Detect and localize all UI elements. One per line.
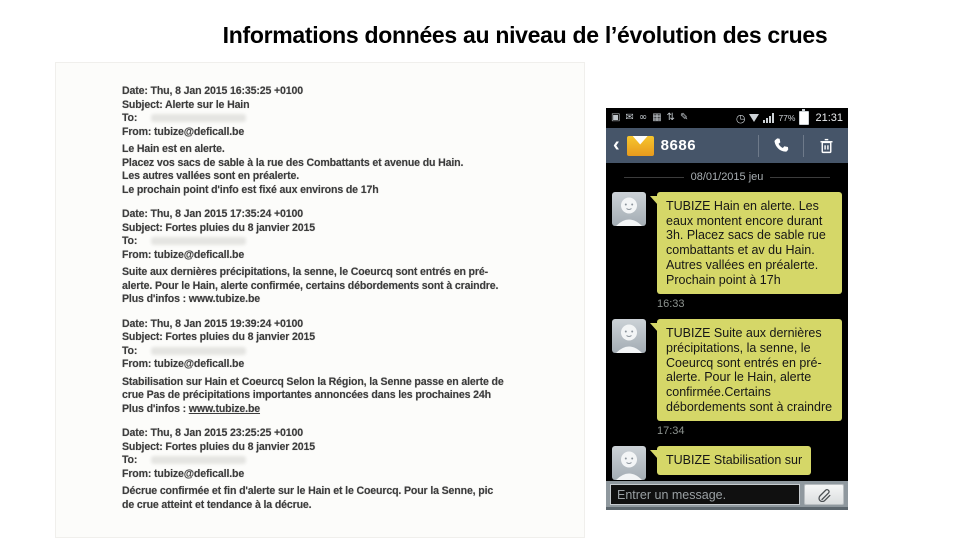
email-body <box>122 485 574 512</box>
email-from: From: tubize@deficall.be <box>122 125 245 138</box>
delete-button[interactable] <box>811 131 841 161</box>
sms-timestamp: 17:34 <box>657 425 685 438</box>
sms-message <box>612 319 842 437</box>
email-body-line: Plus d'infos : www.tubize.be <box>122 402 261 415</box>
email-block <box>122 318 574 417</box>
paperclip-icon <box>817 487 832 502</box>
email-body-line: Stabilisation sur Hain et Coeurcq Selon la Région, la Senne passe en alerte de <box>122 375 504 388</box>
messaging-app-header <box>606 128 848 163</box>
status-icons-left <box>611 113 688 123</box>
email-from: From: tubize@deficall.be <box>122 467 245 480</box>
email-subject: Subject: Alerte sur le Hain <box>122 98 250 111</box>
email-body <box>122 376 574 417</box>
message-input[interactable]: Entrer un message. <box>610 484 800 505</box>
link-icon: ∞ <box>638 112 648 123</box>
sms-bubble: TUBIZE Hain en alerte. Les eaux montent encore durant 3h. Placez sacs de sable rue combattants et av du Hain. Autres vallées en préalerte. Prochain point à 17h <box>657 192 842 294</box>
email-body-line: Plus d'infos : www.tubize.be <box>122 293 261 305</box>
email-subject: Subject: Fortes pluies du 8 janvier 2015 <box>122 331 315 343</box>
contact-avatar-icon <box>612 319 646 353</box>
email-date: Date: Thu, 8 Jan 2015 19:39:24 +0100 <box>122 317 303 330</box>
messages-app-icon <box>627 136 654 156</box>
header-divider <box>803 135 804 157</box>
phone-screenshot <box>606 108 848 510</box>
email-link: www.tubize.be <box>188 402 261 415</box>
attach-button[interactable] <box>804 484 844 505</box>
message-compose-bar <box>606 481 848 510</box>
email-body-line: de crue atteint et tendance à la décrue. <box>122 498 312 511</box>
trash-icon <box>818 137 835 155</box>
sms-timestamp: 16:33 <box>657 298 685 311</box>
date-divider-label: 08/01/2015 jeu <box>690 171 764 183</box>
conversation-list[interactable] <box>606 163 848 510</box>
email-body-line: Décrue confirmée et fin d'alerte sur le Hain et le Coeurcq. Pour la Senne, pic <box>122 485 494 497</box>
edit-icon: ✎ <box>680 112 689 123</box>
signal-strength-icon <box>763 113 774 123</box>
header-divider <box>758 135 759 157</box>
email-body-line: Placez vos sacs de sable à la rue des Combattants et avenue du Hain. <box>122 156 464 169</box>
phone-status-bar <box>606 108 848 128</box>
email-subject: Subject: Fortes pluies du 8 janvier 2015 <box>122 440 315 453</box>
battery-icon <box>799 111 809 125</box>
redacted-recipient <box>151 237 246 245</box>
alarm-icon: ◷ <box>735 111 746 125</box>
sms-message <box>612 192 842 310</box>
contact-avatar-icon <box>612 192 646 226</box>
email-body-line: Les autres vallées sont en préalerte. <box>122 170 299 182</box>
redacted-recipient <box>151 347 246 355</box>
email-from: From: tubize@deficall.be <box>122 248 245 261</box>
contact-avatar-icon <box>612 446 646 480</box>
screenshot-icon: ▣ <box>611 112 621 123</box>
page-title: Informations données au niveau de l’évolution des crues <box>222 22 828 48</box>
redacted-recipient <box>151 456 246 464</box>
email-body-line: crue Pas de précipitations importantes annoncées dans les prochaines 24h <box>122 389 491 401</box>
date-divider <box>624 171 830 183</box>
email-list <box>56 63 584 512</box>
calendar-icon: ▦ <box>652 112 662 123</box>
status-time: 21:31 <box>815 112 843 124</box>
email-from: From: tubize@deficall.be <box>122 358 245 370</box>
email-subject: Subject: Fortes pluies du 8 janvier 2015 <box>122 221 315 234</box>
battery-percent: 77% <box>778 113 796 123</box>
email-date: Date: Thu, 8 Jan 2015 17:35:24 +0100 <box>122 208 303 220</box>
phone-icon <box>772 136 791 155</box>
sms-message <box>612 446 842 480</box>
email-block <box>122 85 574 197</box>
email-body-line: Le Hain est en alerte. <box>122 143 225 155</box>
scanned-email-document <box>55 62 585 538</box>
email-to: To: <box>122 235 574 249</box>
call-button[interactable] <box>766 131 796 161</box>
conversation-title: 8686 <box>660 137 697 154</box>
mms-icon: ✉ <box>625 112 634 123</box>
back-button[interactable]: ‹ <box>613 133 620 156</box>
redacted-recipient <box>151 114 246 122</box>
email-to: To: <box>122 112 574 126</box>
email-block <box>122 208 574 307</box>
sms-bubble: TUBIZE Suite aux dernières précipitations, la senne, le Coeurcq sont entrés en pré-alerte. Pour le Hain, alerte confirmée.Certains débordements sont à craindre <box>657 319 842 421</box>
email-date: Date: Thu, 8 Jan 2015 16:35:25 +0100 <box>122 85 303 97</box>
email-date: Date: Thu, 8 Jan 2015 23:25:25 +0100 <box>122 427 303 439</box>
status-icons-right <box>736 111 843 125</box>
wifi-icon <box>749 114 759 122</box>
email-block <box>122 427 574 512</box>
email-body-line: Suite aux dernières précipitations, la senne, le Coeurcq sont entrés en pré- <box>122 266 488 278</box>
email-body-line: alerte. Pour le Hain, alerte confirmée, certains débordements sont à craindre. <box>122 279 499 292</box>
sms-bubble: TUBIZE Stabilisation sur <box>657 446 811 475</box>
sync-icon: ⇅ <box>666 112 676 123</box>
email-body <box>122 143 574 197</box>
email-to: To: <box>122 345 574 359</box>
email-body <box>122 266 574 307</box>
email-body-line: Le prochain point d'info est fixé aux environs de 17h <box>122 183 379 196</box>
email-to: To: <box>122 454 574 468</box>
